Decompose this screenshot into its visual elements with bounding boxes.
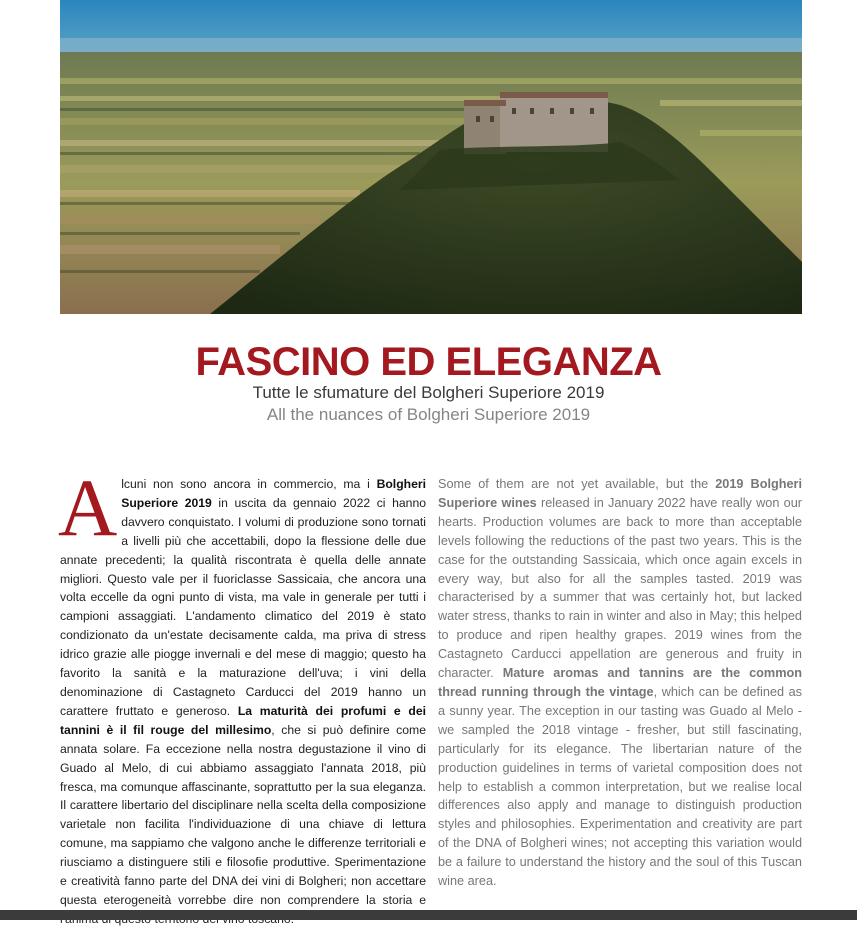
drop-cap: A: [58, 462, 118, 553]
italian-text: in uscita da gennaio 2022 ci hanno davvero conquistato. I volumi di produzione sono tornati a livelli più che accettabili, dopo la flessione delle due annate precedenti; la qualità riscontrata è quella delle annate migliori. Questo vale per il fuoriclasse Sassicaia, che ancora una volta eccelle da ogni punto di vista, ma vale in generale per tutti i campioni assaggiati. L'andamento climatico del 2019 è stato condizionato da un'estate decisamente calda, ma priva di stress idrico grazie alle piogge invernali e del mese di maggio; questo ha favorito la sanità e la maturazione dell'uva; i vini della denominazione di Castagneto Carducci del 2019 hanno un carattere fruttato e generoso.: [60, 495, 426, 718]
landscape-illustration: [60, 0, 802, 314]
english-text: released in January 2022 have really won our hearts. Production volumes are back to more than acceptable levels following the reductions of the past two years. This is the case for the outstanding Sassicaia, which once again excels in every way, but also for all the samples tasted. 2019 was characterised by a summer that was certainly hot, but lacked water stress, thanks to rain in winter and also in May; this helped to produce and ripen healthy grapes. 2019 wines from the Castagneto Carducci appellation are generous and fruity in character.: [438, 495, 802, 681]
italian-highlight: Bolgheri Superiore 2019: [121, 477, 426, 510]
italian-highlight: La maturità dei profumi e dei tannini è il fil rouge del millesimo: [60, 703, 426, 737]
castle: [464, 92, 608, 154]
english-text: Some of them are not yet available, but the: [438, 477, 716, 491]
article-italian-column: [58, 462, 426, 929]
italian-text: lcuni non sono ancora in commercio, ma i: [121, 477, 377, 491]
article-title: FASCINO ED ELEGANZA: [195, 340, 662, 384]
article-english-column: [438, 475, 802, 891]
english-highlight: Mature aromas and tannins are the common thread running through the vintage: [438, 666, 802, 699]
hero-photo: [60, 0, 802, 314]
subtitle-english: All the nuances of Bolgheri Superiore 2019: [266, 405, 591, 424]
english-highlight: 2019 Bolgheri Superiore wines: [438, 477, 802, 510]
subtitle-italian: Tutte le sfumature del Bolgheri Superiore 2019: [252, 383, 605, 402]
english-text: , which can be defined as a sunny year. The exception in our tasting was Guado al Melo - we sampled the 2018 vintage - fresher, but still fascinating, particularly for its elegance. The libertarian nature of the production guidelines in terms of varietal composition does not help to establish a common interpretation, but we realise local differences also apply and manage to distinguish production styles and philosophies. Experimentation and creativity are part of the DNA of Bolgheri wines; not accepting this variation would be a failure to understand the history and the soul of this Tuscan wine area.: [438, 684, 803, 889]
italian-text: , che si può definire come annata solare. Fa eccezione nella nostra degustazione il vino di Guado al Melo, di cui abbiamo assaggiato l'annata 2018, più fresca, ma comunque affascinante, soprattutto per la sua eleganza. Il carattere libertario del disciplinare nella scelta della composizione varietale non facilita l'individuazione di una chiave di lettura comune, ma sappiamo che valgono anche le differenze territoriali e riusciamo a distinguere stili e filosofie produttive. Sperimentazione e creatività fanno parte del DNA dei vini di Bolgheri; non accettare questa eterogeneità vorrebbe dire non comprendere la storia e: [60, 722, 426, 907]
haze-band: [60, 38, 802, 54]
footer-bar: [0, 910, 857, 920]
